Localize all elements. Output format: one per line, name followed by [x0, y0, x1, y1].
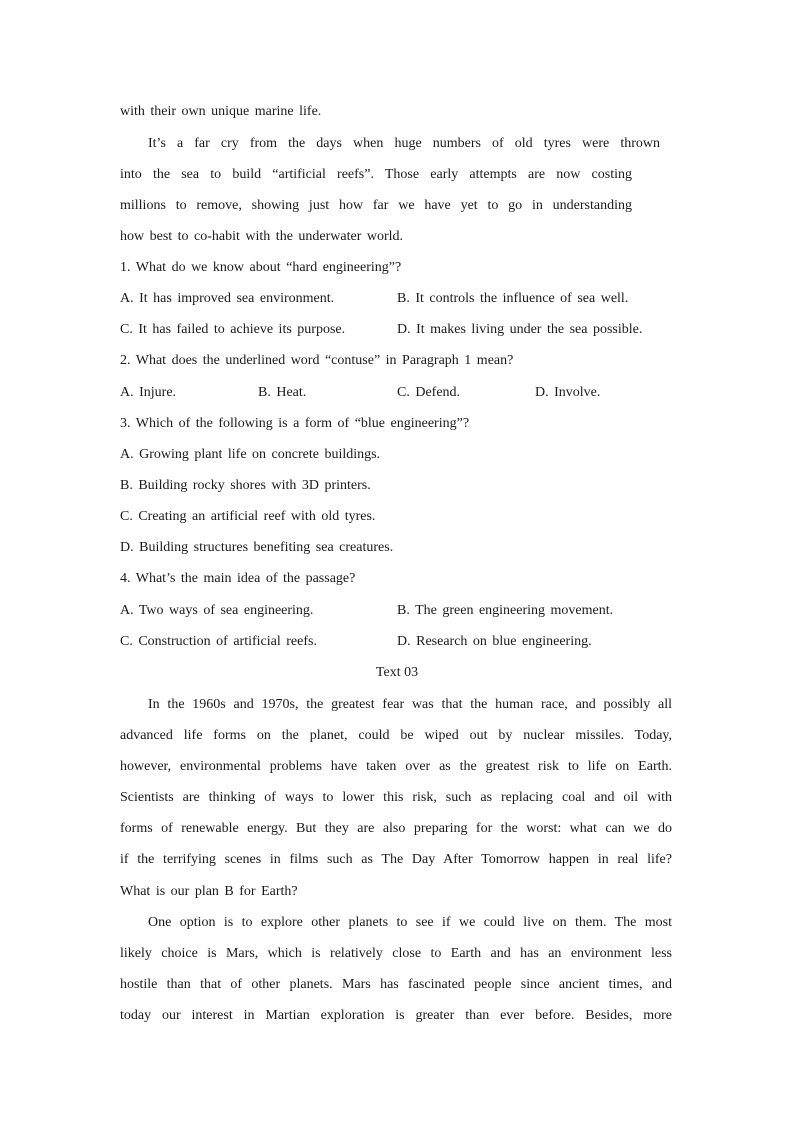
passage-line: millions to remove, showing just how far we have yet to go in understanding: [120, 198, 632, 213]
question-option: D. Building structures benefiting sea creatures.: [120, 540, 394, 555]
passage-line: In the 1960s and 1970s, the greatest fear was that the human race, and possibly all: [148, 697, 672, 712]
passage-line: It’s a far cry from the days when huge numbers of old tyres were thrown: [148, 136, 660, 151]
passage-line: if the terrifying scenes in films such as The Day After Tomorrow happen in real life?: [120, 852, 672, 867]
passage-line: What is our plan B for Earth?: [120, 884, 298, 899]
question-option: A. It has improved sea environment.: [120, 291, 335, 306]
question-option: A. Injure.: [120, 385, 177, 400]
passage-line: Scientists are thinking of ways to lower this risk, such as replacing coal and oil with: [120, 790, 672, 805]
question-option: C. Defend.: [397, 385, 461, 400]
question-option: C. Construction of artificial reefs.: [120, 634, 317, 649]
question-option: B. The green engineering movement.: [397, 603, 614, 618]
question-stem: 2. What does the underlined word “contuse” in Paragraph 1 mean?: [120, 353, 514, 368]
passage-line: today our interest in Martian exploration is greater than ever before. Besides, more: [120, 1008, 672, 1023]
passage-line: however, environmental problems have taken over as the greatest risk to life on Earth.: [120, 759, 672, 774]
question-stem: 3. Which of the following is a form of “blue engineering”?: [120, 416, 470, 431]
question-option: B. Heat.: [258, 385, 307, 400]
passage-line: advanced life forms on the planet, could be wiped out by nuclear missiles. Today,: [120, 728, 672, 743]
question-option: D. Involve.: [535, 385, 601, 400]
passage-line: with their own unique marine life.: [120, 104, 322, 119]
question-option: A. Two ways of sea engineering.: [120, 603, 314, 618]
question-option: C. Creating an artificial reef with old tyres.: [120, 509, 376, 524]
question-option: C. It has failed to achieve its purpose.: [120, 322, 346, 337]
passage-line: forms of renewable energy. But they are also preparing for the worst: what can we do: [120, 821, 672, 836]
question-option: B. Building rocky shores with 3D printers.: [120, 478, 371, 493]
question-option: A. Growing plant life on concrete buildings.: [120, 447, 381, 462]
passage-line: likely choice is Mars, which is relatively close to Earth and has an environment less: [120, 946, 672, 961]
passage-line: hostile than that of other planets. Mars has fascinated people since ancient times, and: [120, 977, 672, 992]
passage-line: One option is to explore other planets to see if we could live on them. The most: [148, 915, 672, 930]
question-stem: 1. What do we know about “hard engineering”?: [120, 260, 402, 275]
section-heading: Text 03: [375, 665, 419, 680]
question-option: B. It controls the influence of sea well.: [397, 291, 629, 306]
question-option: D. Research on blue engineering.: [397, 634, 592, 649]
passage-line: into the sea to build “artificial reefs”. Those early attempts are now costing: [120, 167, 632, 182]
passage-line: how best to co-habit with the underwater world.: [120, 229, 404, 244]
question-option: D. It makes living under the sea possible.: [397, 322, 643, 337]
question-stem: 4. What’s the main idea of the passage?: [120, 571, 356, 586]
